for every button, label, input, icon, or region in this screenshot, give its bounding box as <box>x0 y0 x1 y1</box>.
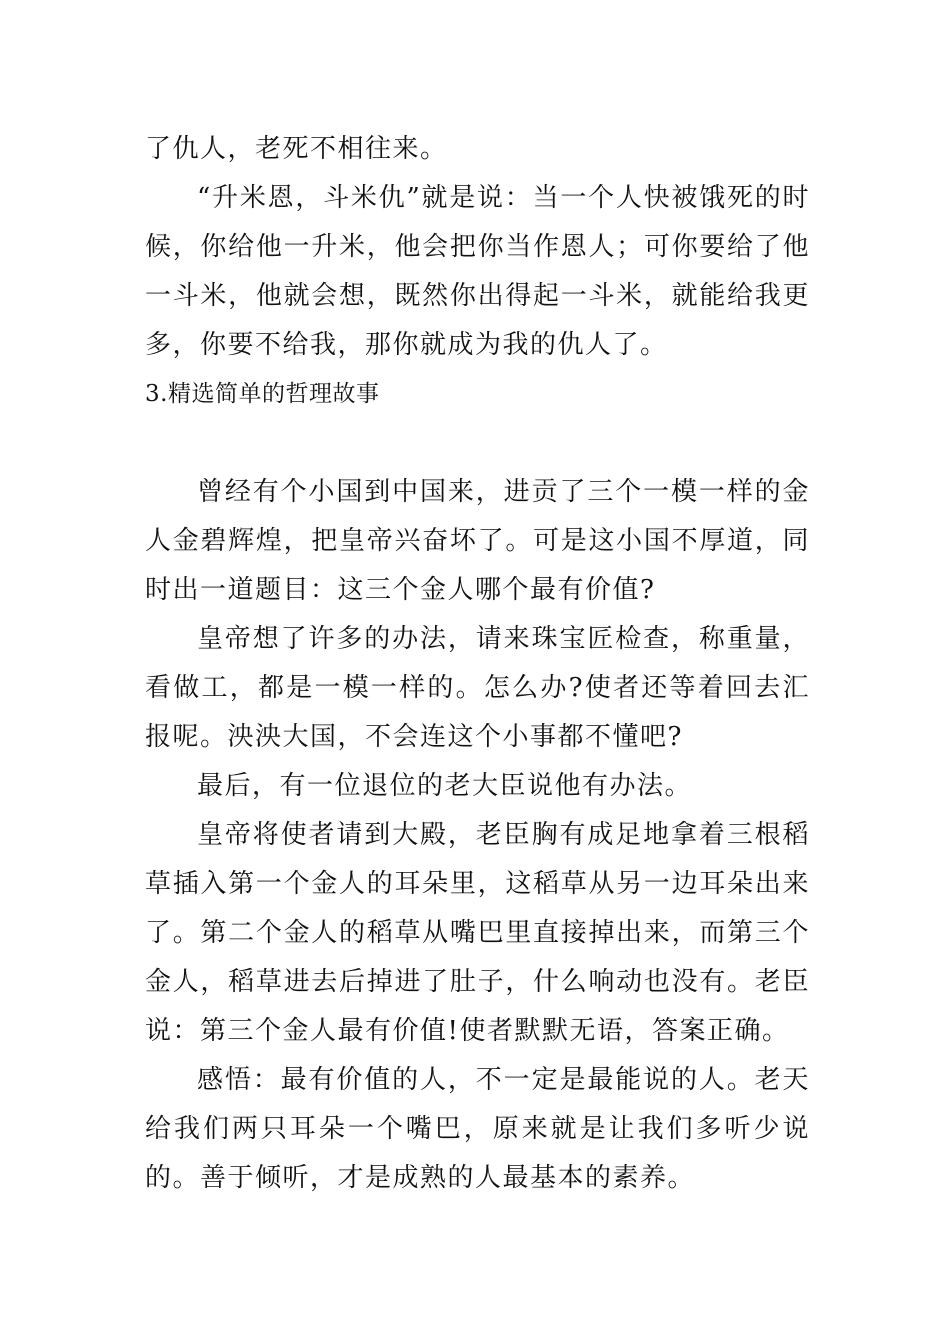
paragraph-straw-test: 皇帝将使者请到大殿，老臣胸有成足地拿着三根稻草插入第一个金人的耳朵里，这稻草从另一边耳朵出来了。第二个金人的稻草从嘴巴里直接掉出来，而第三个金人，稻草进去后掉进了肚子，什么响动也没有。老臣说：第三个金人最有价值!使者默默无语，答案正确。 <box>145 820 810 1046</box>
paragraph-story-intro: 曾经有个小国到中国来，进贡了三个一模一样的金人金碧辉煌，把皇帝兴奋坏了。可是这小国不厚道，同时出一道题目：这三个金人哪个最有价值? <box>145 477 810 605</box>
blank-line <box>145 419 810 468</box>
paragraph-emperor-attempts: 皇帝想了许多的办法，请来珠宝匠检查，称重量，看做工，都是一模一样的。怎么办?使者还等着回去汇报呢。泱泱大国，不会连这个小事都不懂吧? <box>145 624 810 752</box>
paragraph-explanation: “升米恩，斗米仇”就是说：当一个人快被饿死的时候，你给他一升米，他会把你当作恩人；可你要给了他一斗米，他就会想，既然你出得起一斗米，就能给我更多，你要不给我，那你就成为我的仇人了。 <box>145 183 810 360</box>
document-body <box>145 125 810 1203</box>
paragraph-insight: 感悟：最有价值的人，不一定是最能说的人。老天给我们两只耳朵一个嘴巴，原来就是让我们多听少说的。善于倾听，才是成熟的人最基本的素养。 <box>145 1065 810 1193</box>
paragraph-continuation: 了仇人，老死不相往来。 <box>145 134 448 164</box>
paragraph-old-minister: 最后，有一位退位的老大臣说他有办法。 <box>197 771 693 801</box>
section-heading: 3.精选简单的哲理故事 <box>145 381 380 407</box>
